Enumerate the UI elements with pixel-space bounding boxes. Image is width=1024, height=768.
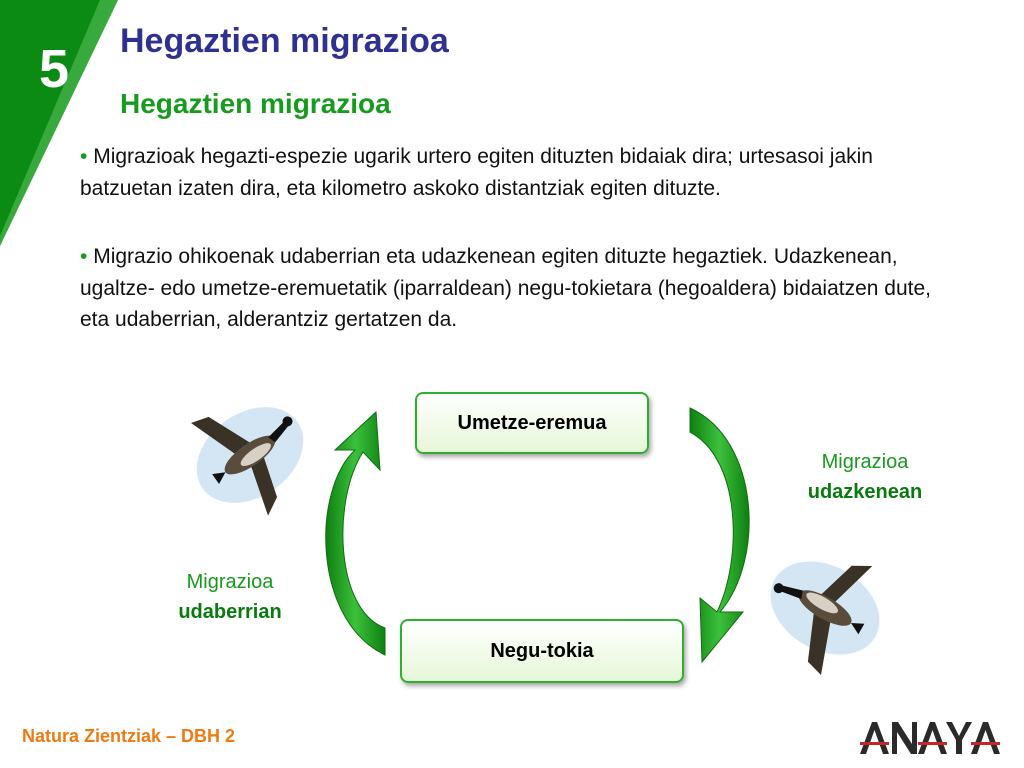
bullet: • <box>80 145 88 168</box>
bullet: • <box>80 245 88 268</box>
goose-flying-icon <box>745 527 905 689</box>
paragraph-1 <box>80 141 960 204</box>
label-season: udaberrian <box>178 601 282 623</box>
label-line: Migrazioa <box>186 571 274 593</box>
page-title: Hegaztien migrazioa <box>120 22 449 60</box>
chapter-number: 5 <box>38 39 70 99</box>
label-line: Migrazioa <box>821 451 909 473</box>
label-season: udazkenean <box>807 481 923 503</box>
paragraph-text: Migrazio ohikoenak udaberrian eta udazkenean egiten dituzte hegaztiek. Udazkenean, ugaltze- edo umetze-eremuetatik (iparraldean) negu-tokietara (hegoaldera) bidaiatzen dute, eta udaberrian, alderantziz gertatzen da. <box>80 245 932 331</box>
arrow-spring <box>326 412 385 655</box>
footer-course-text: Natura Zientziak – DBH 2 <box>22 726 236 746</box>
breeding-area-box: Umetze-eremua <box>415 392 649 454</box>
section-title: Hegaztien migrazioa <box>120 88 391 119</box>
arrow-autumn <box>690 408 749 662</box>
wintering-area-box: Negu-tokia <box>400 619 684 683</box>
spring-migration-label <box>145 567 315 627</box>
paragraph-2 <box>80 241 960 336</box>
autumn-migration-label <box>780 447 950 507</box>
goose-flying-icon <box>168 373 332 538</box>
anaya-logo <box>858 718 1004 758</box>
paragraph-text: Migrazioak hegazti-espezie ugarik urtero egiten dituzten bidaiak dira; urtesasoi jakin batzuetan izaten dira, eta kilometro askoko distantziak egiten dituzte. <box>80 145 873 200</box>
